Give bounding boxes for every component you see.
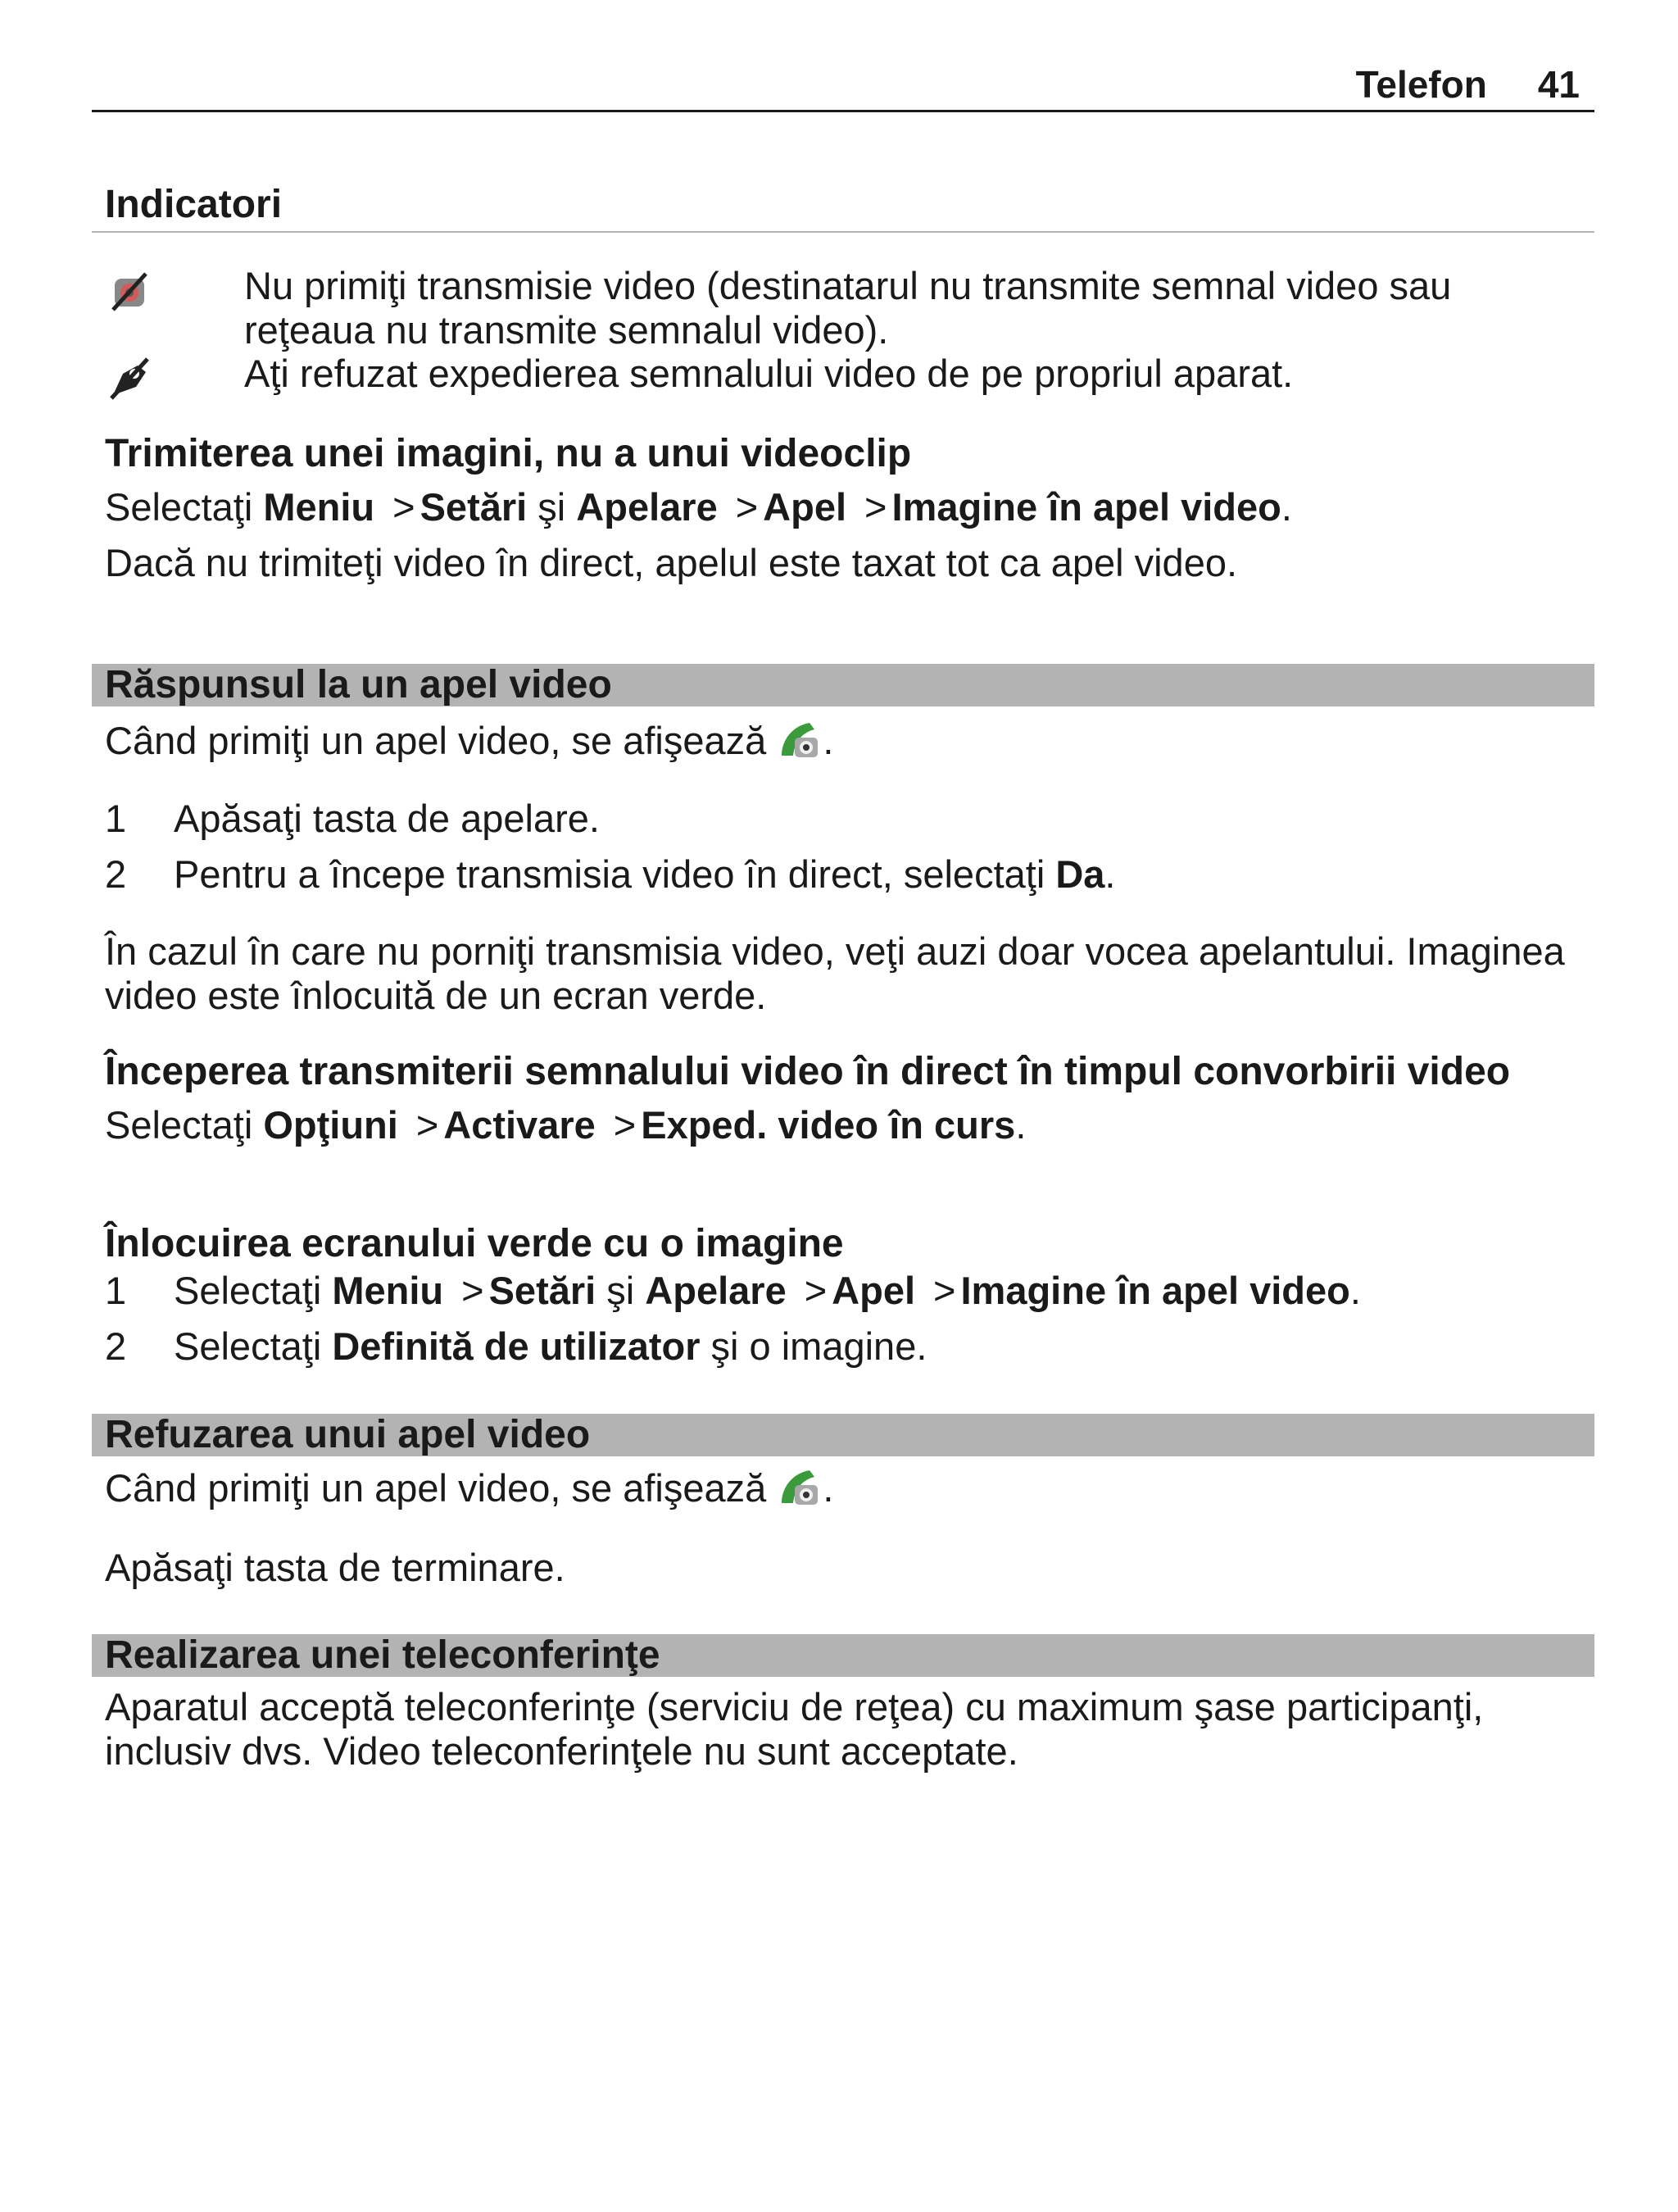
indicators-heading: Indicatori [92, 182, 1594, 233]
answer-heading: Răspunsul la un apel video [105, 663, 612, 706]
video-sending-refused-icon [105, 354, 154, 403]
reject-section-bar [92, 1414, 1594, 1456]
send-image-heading: Trimiterea unei imagini, nu a unui videoclip [105, 432, 912, 475]
reject-heading: Refuzarea unui apel video [105, 1413, 591, 1456]
replace-green-heading: Înlocuirea ecranului verde cu o imagine [105, 1222, 844, 1265]
answer-note: În cazul în care nu porniţi transmisia video, veţi auzi doar vocea apelantului. Imaginea video este înlocuită de un ecran verde. [105, 929, 1565, 1017]
indicator-text: Nu primiţi transmisie video (destinatarul nu transmite semnal video sau reţeaua nu transmite semnalul video). [244, 264, 1452, 352]
conference-text: Aparatul acceptă teleconferinţe (serviciu de reţea) cu maximum şase participanţi, inclusiv dvs. Video teleconferinţele nu sunt acceptate. [105, 1685, 1484, 1773]
conference-section-bar [92, 1634, 1594, 1677]
video-call-icon [777, 716, 823, 762]
answer-section-bar [92, 664, 1594, 706]
running-header [92, 59, 1594, 112]
page-number: 41 [1537, 63, 1580, 106]
list-item: 2 Pentru a începe transmisia video în direct, selectaţi Da. [105, 852, 1116, 896]
start-live-menu-path: Selectaţi Opţiuni > Activare > Exped. video în curs. [105, 1103, 1027, 1147]
indicator-text: Aţi refuzat expedierea semnalului video de pe propriul aparat. [244, 352, 1294, 395]
start-live-heading: Începerea transmiterii semnalului video în direct în timpul convorbirii video [105, 1050, 1511, 1093]
answer-intro: Când primiţi un apel video, se afişează . [105, 716, 1580, 763]
section-title: Telefon [1355, 63, 1487, 106]
conference-heading: Realizarea unei teleconferinţe [105, 1633, 660, 1677]
reject-text: Apăsaţi tasta de terminare. [105, 1546, 565, 1589]
no-video-received-icon [105, 267, 154, 316]
video-call-icon [777, 1464, 823, 1510]
send-image-menu-path: Selectaţi Meniu > Setări şi Apelare > Apel > Imagine în apel video. [105, 485, 1292, 529]
list-item: 1 Apăsaţi tasta de apelare. [105, 797, 600, 840]
list-item: 1 Selectaţi Meniu > Setări şi Apelare > Apel > Imagine în apel video. [105, 1269, 1361, 1312]
list-item: 2 Selectaţi Definită de utilizator şi o imagine. [105, 1324, 927, 1368]
reject-intro: Când primiţi un apel video, se afişează . [105, 1464, 1580, 1510]
send-image-note: Dacă nu trimiteţi video în direct, apelul este taxat tot ca apel video. [105, 541, 1238, 584]
